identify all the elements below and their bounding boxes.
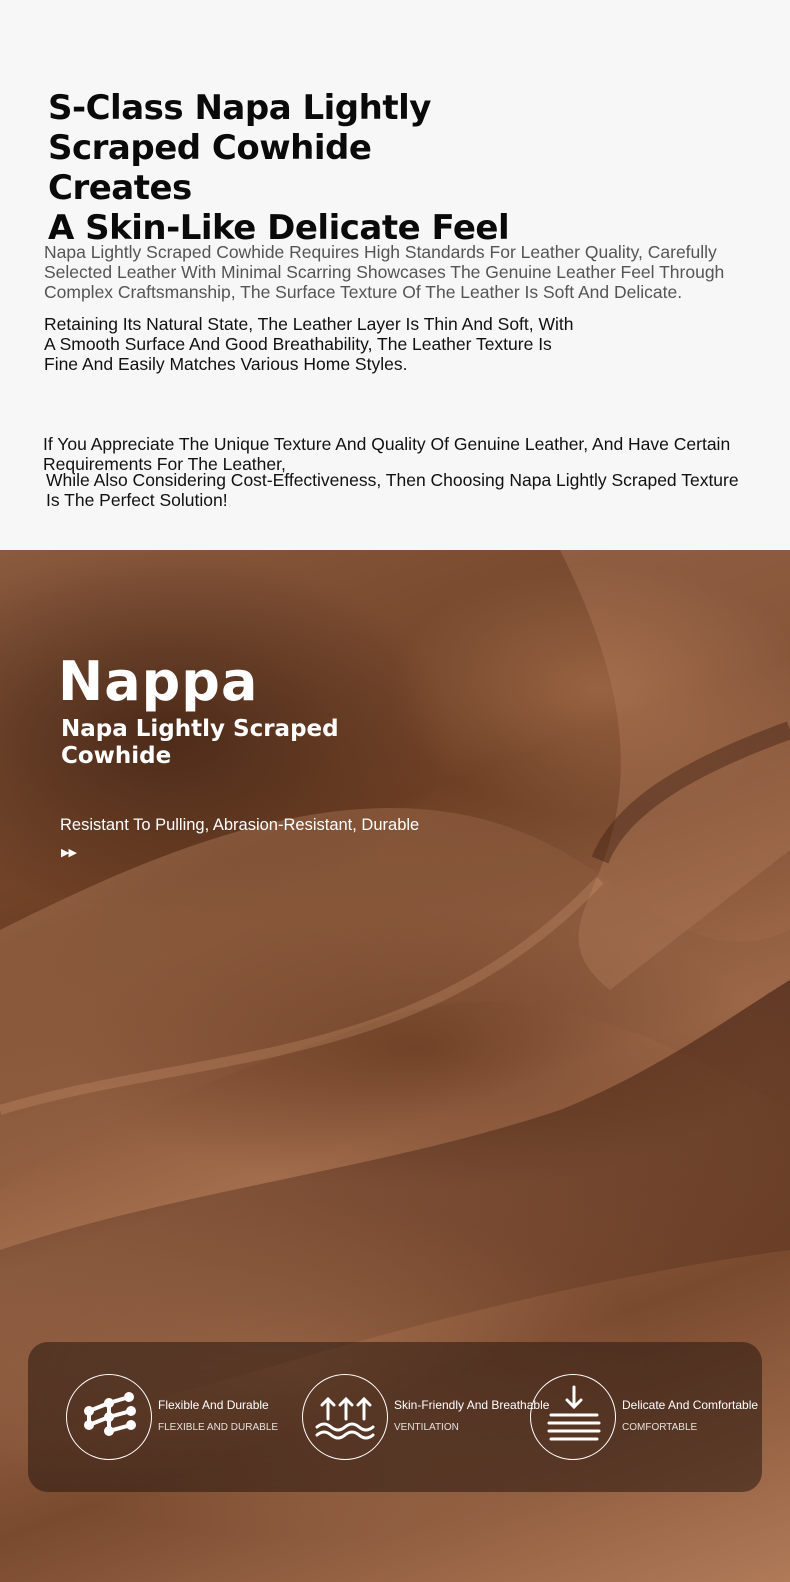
layers-down-icon (530, 1374, 616, 1460)
closing-paragraph-a: If You Appreciate The Unique Texture And Quality Of Genuine Leather, And Have Certain Requirements For The Leather, (43, 434, 731, 474)
feature-panel (28, 1342, 762, 1492)
feature-breathable-sub: VENTILATION (394, 1422, 459, 1433)
feature-breathable-label: Skin-Friendly And Breathable (394, 1398, 550, 1412)
intro-paragraph-2: Retaining Its Natural State, The Leather Layer Is Thin And Soft, With A Smooth Surface And Good Breathability, The Leather Texture Is Fine And Easily Matches Various Home Styles. (44, 314, 574, 374)
intro-paragraph: Napa Lightly Scraped Cowhide Requires High Standards For Leather Quality, Carefully Selected Leather With Minimal Scarring Showcases The Genuine Leather Feel Through Complex Craftsmanship, The Surface Texture Of The Leather Is Soft And Delicate. (44, 242, 725, 302)
hero-subtitle: Napa Lightly Scraped Cowhide (61, 716, 339, 769)
double-arrow-icon: ▶▶ (61, 847, 76, 859)
closing-paragraph-b: While Also Considering Cost-Effectiveness, Then Choosing Napa Lightly Scraped Texture Is The Perfect Solution! (46, 470, 739, 510)
feature-flexible-label: Flexible And Durable (158, 1398, 269, 1412)
network-nodes-icon (66, 1374, 152, 1460)
intro-section (0, 0, 790, 550)
leather-hero (0, 550, 790, 1582)
feature-comfortable-label: Delicate And Comfortable (622, 1398, 759, 1412)
page-headline: S-Class Napa Lightly Scraped Cowhide Creates A Skin-Like Delicate Feel (48, 88, 510, 248)
breathable-arrows-icon (302, 1374, 388, 1460)
feature-flexible-sub: FLEXIBLE AND DURABLE (158, 1422, 279, 1433)
hero-description: Resistant To Pulling, Abrasion-Resistant, Durable (60, 816, 420, 834)
hero-title: Nappa (58, 650, 259, 713)
feature-comfortable-sub: COMFORTABLE (622, 1422, 698, 1433)
